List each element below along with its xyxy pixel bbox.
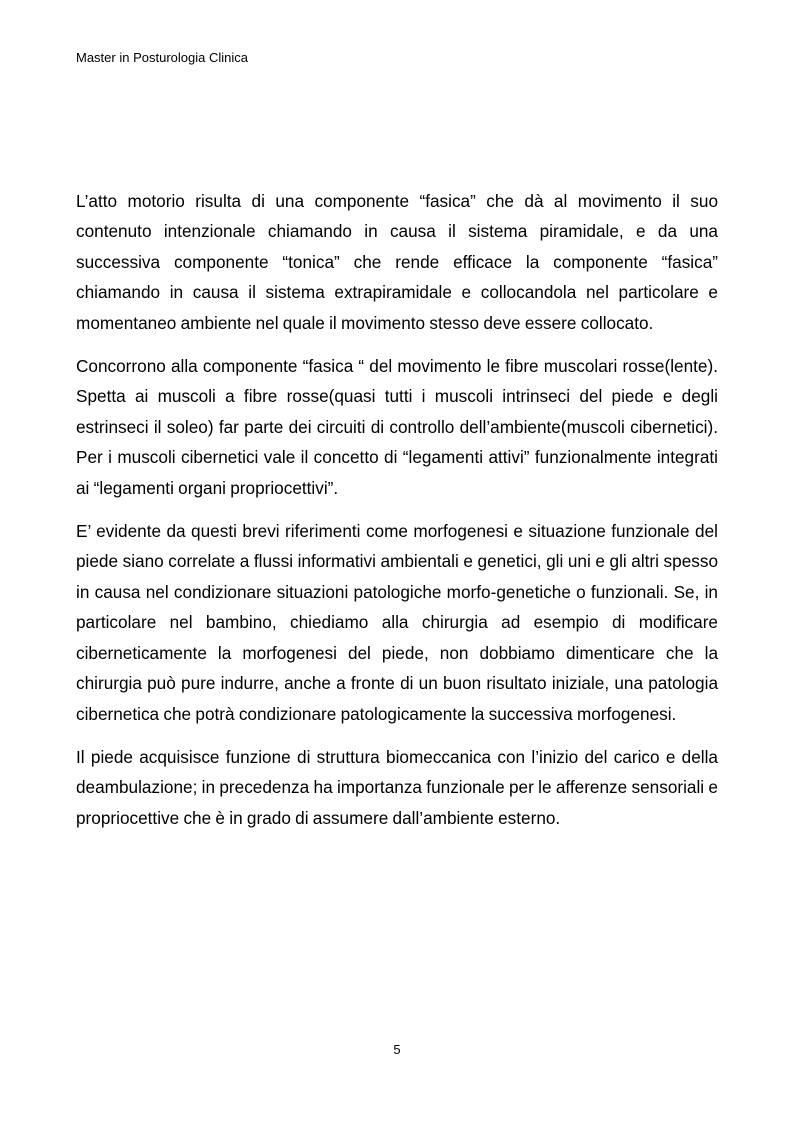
running-header: Master in Posturologia Clinica [76,50,248,65]
paragraph-componente-fasica: Concorrono alla componente “fasica “ del movimento le fibre muscolari rosse(lente). Spetta ai muscoli a fibre rosse(quasi tutti i muscoli intrinseci del piede e degli estrinseci il soleo) far parte dei circuiti di controllo dell’ambiente(muscoli cibernetici). Per i muscoli cibernetici vale il concetto di “legamenti attivi” funzionalmente integrati ai “legamenti organi propriocettivi”. [76,356,718,498]
paragraph-struttura-biomeccanica: Il piede acquisisce funzione di struttura biomeccanica con l’inizio del carico e della deambulazione; in precedenza ha importanza funzionale per le afferenze sensoriali e propriocettive che è in grado di assumere dall’ambiente esterno. [76,746,718,828]
paragraph-atto-motorio: L’atto motorio risulta di una componente “fasica” che dà al movimento il suo contenuto intenzionale chiamando in causa il sistema piramidale, e da una successiva componente “tonica” che rende efficace la componente “fasica” chiamando in causa il sistema extrapiramidale e collocandola nel particolare e momentaneo ambiente nel quale il movimento stesso deve essere collocato. [76,191,718,333]
document-body [76,186,718,846]
paragraph-morfogenesi: E’ evidente da questi brevi riferimenti come morfogenesi e situazione funzionale del piede siano correlate a flussi informativi ambientali e genetici, gli uni e gli altri spesso in causa nel condizionare situazioni patologiche morfo-genetiche o funzionali. Se, in particolare nel bambino, chiediamo alla chirurgia ad esempio di modificare ciberneticamente la morfogenesi del piede, non dobbiamo dimenticare che la chirurgia può pure indurre, anche a fronte di un buon risultato iniziale, una patologia cibernetica che potrà condizionare patologicamente la successiva morfogenesi. [76,521,718,724]
page-number: 5 [393,1042,401,1057]
